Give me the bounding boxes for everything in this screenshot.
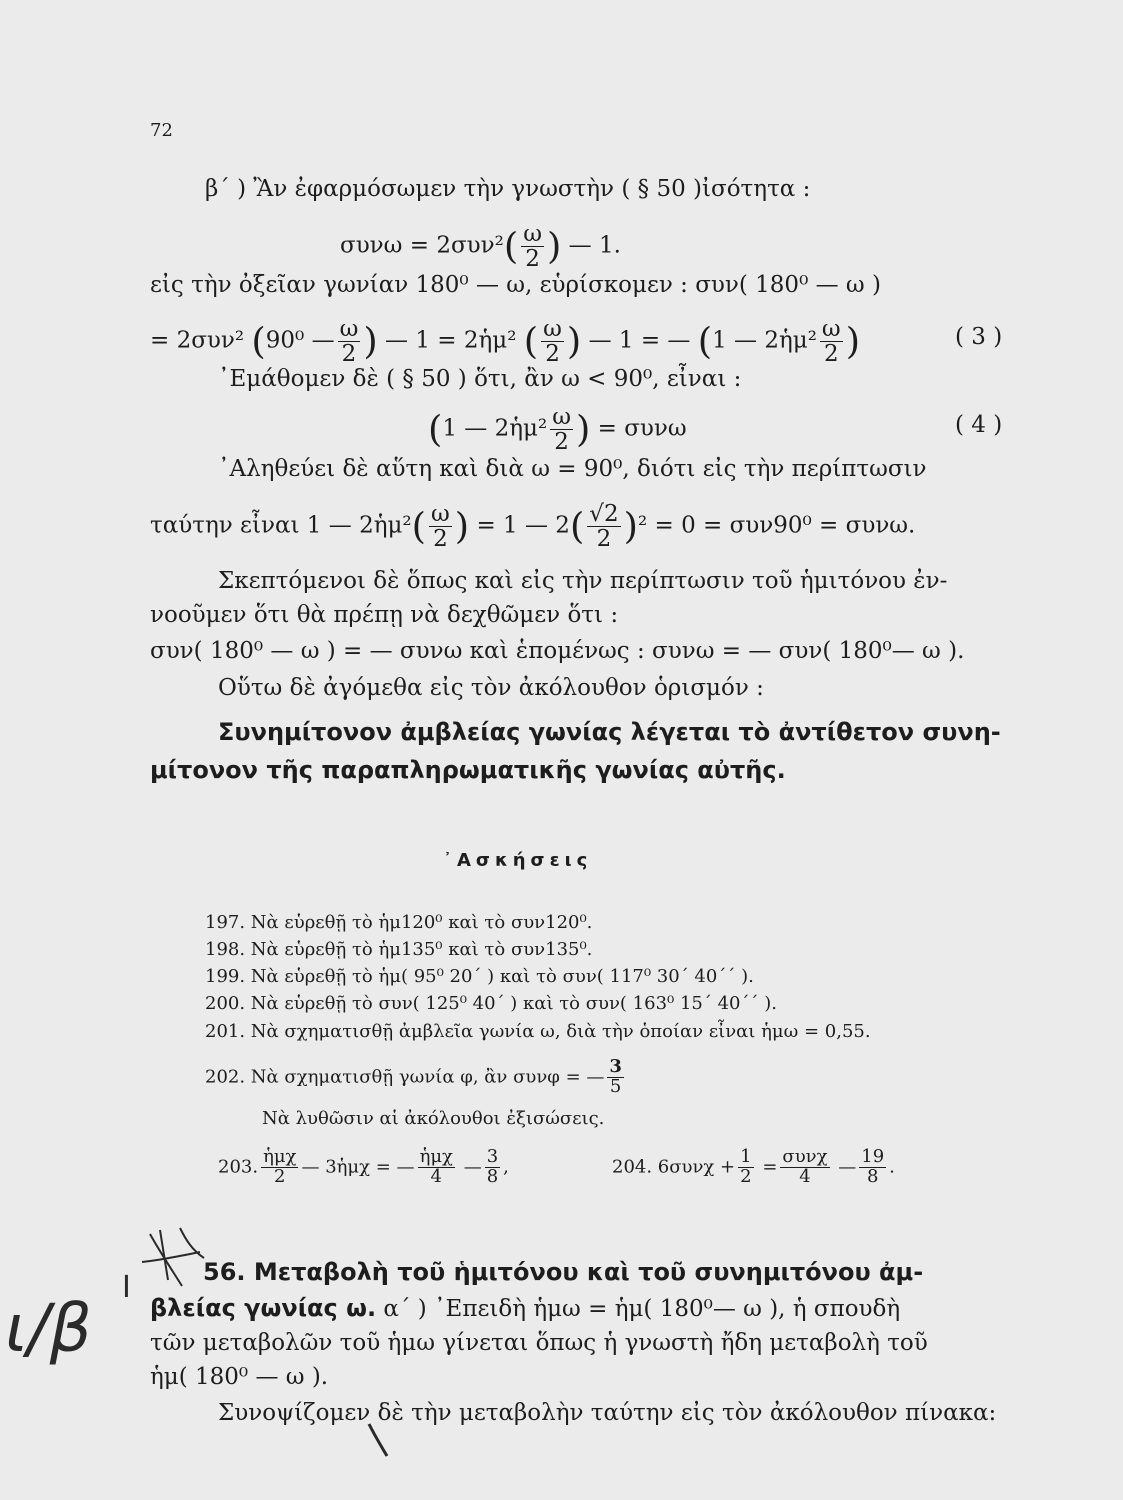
exercises-heading: ᾿Ασκήσεις bbox=[443, 850, 593, 871]
section-56-line-1: 56. Μεταβολὴ τοῦ ἡμιτόνου καὶ τοῦ συνημιτόνου ἀμ- bbox=[203, 1258, 924, 1286]
equation-2-tag: ( 3 ) bbox=[955, 324, 1003, 350]
definition-line-1: Συνημίτονον ἀμβλείας γωνίας λέγεται τὸ ἀντίθετον συνη- bbox=[218, 718, 1001, 746]
exercise-204: 204. 6συνχ + $\frac{1}{2}$ = $\frac{\text{συνχ}}{4}$ — $\frac{19}{8}$ . bbox=[612, 1146, 895, 1187]
equation-3-tag: ( 4 ) bbox=[955, 412, 1003, 438]
paragraph-1-line-3: συν( 180⁰ — ω ) = — συνω καὶ ἑπομένως : συνω = — συν( 180⁰— ω ). bbox=[150, 638, 965, 664]
exercise-202: 202. Νὰ σχηματισθῇ γωνία φ, ἂν συνφ = — $\frac{3}{5}$ bbox=[205, 1056, 622, 1097]
page-number: 72 bbox=[150, 120, 173, 141]
exercise-200: 200. Νὰ εὑρεθῇ τὸ συν( 125⁰ 40΄ ) καὶ τὸ συν( 163⁰ 15΄ 40΄΄ ). bbox=[205, 993, 777, 1014]
handwritten-scribble-icon bbox=[120, 1222, 210, 1292]
learned-line: ᾿Εμάθομεν δὲ ( § 50 ) ὅτι, ἂν ω < 90⁰, εἶναι : bbox=[218, 366, 742, 392]
exercise-197: 197. Νὰ εὑρεθῇ τὸ ἡμ120⁰ καὶ τὸ συν120⁰. bbox=[205, 912, 593, 933]
paragraph-1-line-1: Σκεπτόμενοι δὲ ὅπως καὶ εἰς τὴν περίπτωσιν τοῦ ἡμιτόνου ἐν- bbox=[218, 568, 948, 594]
eq1-right: — 1. bbox=[568, 232, 621, 259]
exercise-201: 201. Νὰ σχηματισθῇ ἀμβλεῖα γωνία ω, διὰ τὴν ὁποίαν εἶναι ἡμω = 0,55. bbox=[205, 1021, 871, 1042]
pen-stroke-icon bbox=[365, 1420, 395, 1460]
section-56-line-5: Συνοψίζομεν δὲ τὴν μεταβολὴν ταύτην εἰς τὸν ἀκόλουθον πίνακα: bbox=[218, 1400, 997, 1426]
equation-1: συνω = 2συν²( $\frac{\omega}{2}$ ) — 1. bbox=[340, 221, 621, 273]
beta-intro: β΄ ) Ἂν ἐφαρμόσωμεν τὴν γνωστὴν ( § 50 )ἰσότητα : bbox=[205, 176, 811, 202]
paragraph-1-line-2: νοοῦμεν ὅτι θὰ πρέπῃ νὰ δεχθῶμεν ὅτι : bbox=[150, 602, 619, 628]
section-56-line-2: βλείας γωνίας ω. α΄ ) ᾿Επειδὴ ἡμω = ἡμ( 180⁰— ω ), ἡ σπουδὴ bbox=[150, 1294, 901, 1322]
equation-2: = 2συν² (90⁰ — $\frac{\omega}{2}$ ) — 1 = 2ἡμ² ( $\frac{\omega}{2}$ ) — 1 = — (1 — 2ἡμ² $\frac{\omega}{2}$ ) bbox=[150, 316, 861, 368]
solve-instruction: Νὰ λυθῶσιν αἱ ἀκόλουθοι ἐξισώσεις. bbox=[262, 1108, 605, 1129]
exercise-203: 203. $\frac{\text{ἡμχ}}{2}$ — 3ἡμχ = — $\frac{\text{ἡμχ}}{4}$ — $\frac{3}{8}$ , bbox=[218, 1146, 509, 1187]
paragraph-1-line-4: Οὕτω δὲ ἀγόμεθα εἰς τὸν ἀκόλουθον ὁρισμόν : bbox=[218, 675, 764, 701]
true-line: ᾿Αληθεύει δὲ αὕτη καὶ διὰ ω = 90⁰, διότι εἰς τὴν περίπτωσιν bbox=[218, 456, 927, 482]
exercise-199: 199. Νὰ εὑρεθῇ τὸ ἡμ( 95⁰ 20΄ ) καὶ τὸ συν( 117⁰ 30΄ 40΄΄ ). bbox=[205, 966, 754, 987]
section-56-line-4: ἡμ( 180⁰ — ω ). bbox=[150, 1364, 329, 1390]
equation-3: (1 — 2ἡμ² $\frac{\omega}{2}$ ) = συνω bbox=[428, 404, 687, 456]
margin-handwriting: ι/β bbox=[5, 1290, 92, 1367]
equation-4: ταύτην εἶναι 1 — 2ἡμ²( $\frac{\omega}{2}$ ) = 1 — 2( $\frac{√2}{2}$ )² = 0 = συν90⁰ = συνω. bbox=[150, 501, 916, 553]
exercise-198: 198. Νὰ εὑρεθῇ τὸ ἡμ135⁰ καὶ τὸ συν135⁰. bbox=[205, 939, 593, 960]
eq1-left: συνω = 2συν² bbox=[340, 232, 504, 259]
acute-angle-line: εἰς τὴν ὀξεῖαν γωνίαν 180⁰ — ω, εὑρίσκομεν : συν( 180⁰ — ω ) bbox=[150, 272, 881, 298]
section-56-line-3: τῶν μεταβολῶν τοῦ ἡμω γίνεται ὅπως ἡ γνωστὴ ἤδη μεταβολὴ τοῦ bbox=[150, 1330, 928, 1356]
definition-line-2: μίτονον τῆς παραπληρωματικῆς γωνίας αὐτῆς. bbox=[150, 756, 786, 784]
margin-tick: I bbox=[122, 1270, 131, 1305]
eq1-fraction: $\frac{\omega}{2}$ bbox=[523, 221, 542, 273]
